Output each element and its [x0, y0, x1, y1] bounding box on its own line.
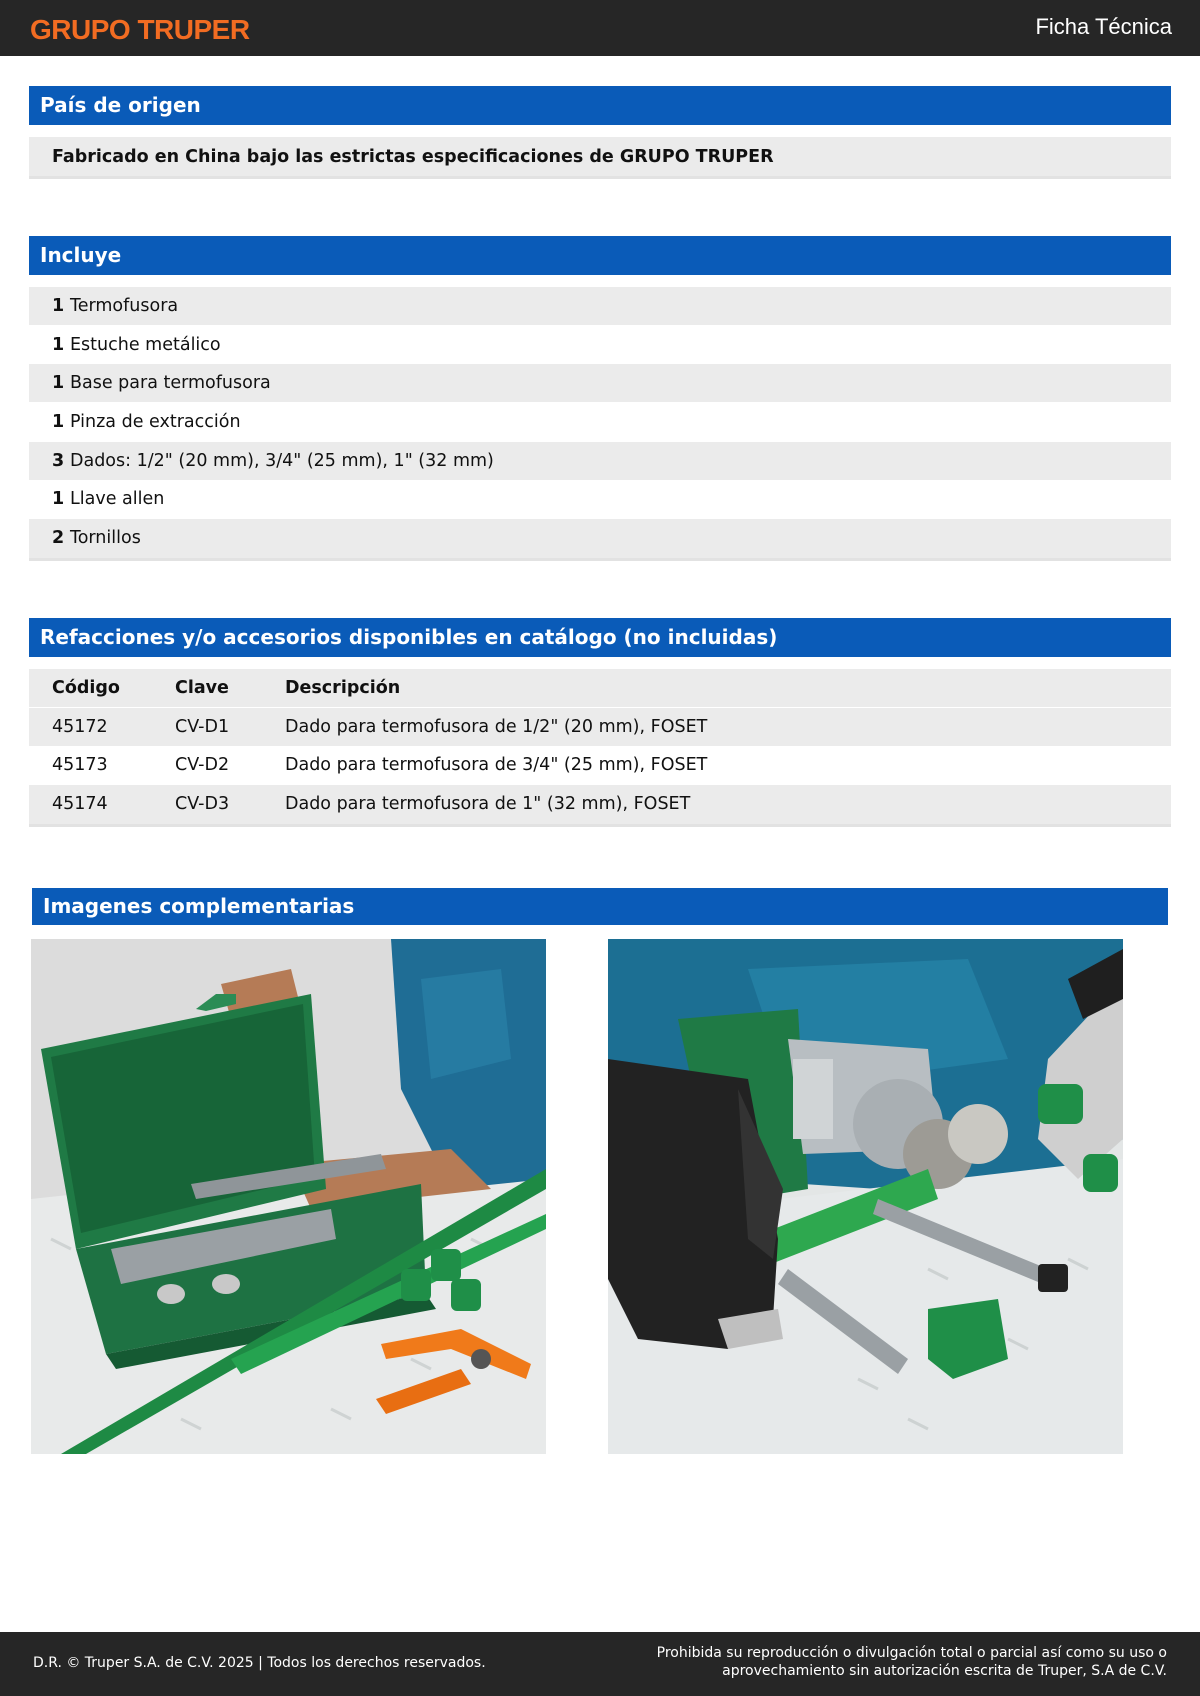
- list-item: [29, 364, 1171, 402]
- list-item: [29, 519, 1171, 561]
- item-text: Estuche metálico: [70, 335, 221, 355]
- column-header-code: Código: [52, 678, 120, 698]
- item-text: Termofusora: [70, 296, 179, 316]
- photo-thermofuser-illustration: [608, 939, 1123, 1454]
- product-photo-thermofuser: [608, 939, 1123, 1454]
- column-header-key: Clave: [175, 678, 229, 698]
- column-header-description: Descripción: [285, 678, 401, 698]
- list-item: [29, 326, 1171, 364]
- photo-case-illustration: [31, 939, 546, 1454]
- top-bar: [0, 0, 1200, 56]
- item-quantity: 1: [52, 489, 65, 509]
- copyright-text: D.R. © Truper S.A. de C.V. 2025 | Todos los derechos reservados.: [33, 1655, 486, 1671]
- footer-bar: [0, 1632, 1200, 1696]
- product-photo-case: [31, 939, 546, 1454]
- item-text: Dados: 1/2" (20 mm), 3/4" (25 mm), 1" (32 mm): [70, 451, 494, 471]
- cell-key: CV-D1: [175, 717, 230, 737]
- item-text: Tornillos: [70, 528, 141, 548]
- list-item: [29, 287, 1171, 325]
- item-quantity: 3: [52, 451, 65, 471]
- cell-description: Dado para termofusora de 3/4" (25 mm), FOSET: [285, 755, 708, 775]
- section-heading-images: Imagenes complementarias: [32, 888, 1168, 925]
- section-heading-accessories: Refacciones y/o accesorios disponibles en catálogo (no incluidas): [29, 618, 1171, 657]
- document-title: Ficha Técnica: [1035, 14, 1172, 39]
- brand-logo: GRUPO TRUPER: [30, 14, 250, 45]
- legal-notice-line-2: aprovechamiento sin autorización escrita de Truper, S.A de C.V.: [722, 1663, 1167, 1679]
- cell-key: CV-D2: [175, 755, 230, 775]
- table-row: [29, 785, 1171, 827]
- cell-code: 45172: [52, 717, 108, 737]
- item-quantity: 1: [52, 373, 65, 393]
- item-quantity: 2: [52, 528, 65, 548]
- cell-description: Dado para termofusora de 1" (32 mm), FOSET: [285, 794, 691, 814]
- item-text: Llave allen: [70, 489, 165, 509]
- legal-notice: [607, 1644, 1167, 1680]
- table-row: [29, 708, 1171, 746]
- item-quantity: 1: [52, 335, 65, 355]
- legal-notice-line-1: Prohibida su reproducción o divulgación total o parcial así como su uso o: [656, 1645, 1167, 1661]
- origin-text: Fabricado en China bajo las estrictas especificaciones de GRUPO TRUPER: [29, 137, 1171, 179]
- list-item: [29, 442, 1171, 480]
- list-item: [29, 480, 1171, 518]
- table-row: [29, 746, 1171, 784]
- list-item: [29, 403, 1171, 441]
- item-text: Pinza de extracción: [70, 412, 241, 432]
- item-quantity: 1: [52, 296, 65, 316]
- table-header-row: [29, 669, 1171, 707]
- cell-key: CV-D3: [175, 794, 230, 814]
- cell-code: 45173: [52, 755, 108, 775]
- cell-code: 45174: [52, 794, 108, 814]
- item-quantity: 1: [52, 412, 65, 432]
- cell-description: Dado para termofusora de 1/2" (20 mm), FOSET: [285, 717, 708, 737]
- section-heading-includes: Incluye: [29, 236, 1171, 275]
- section-heading-origin: País de origen: [29, 86, 1171, 125]
- item-text: Base para termofusora: [70, 373, 271, 393]
